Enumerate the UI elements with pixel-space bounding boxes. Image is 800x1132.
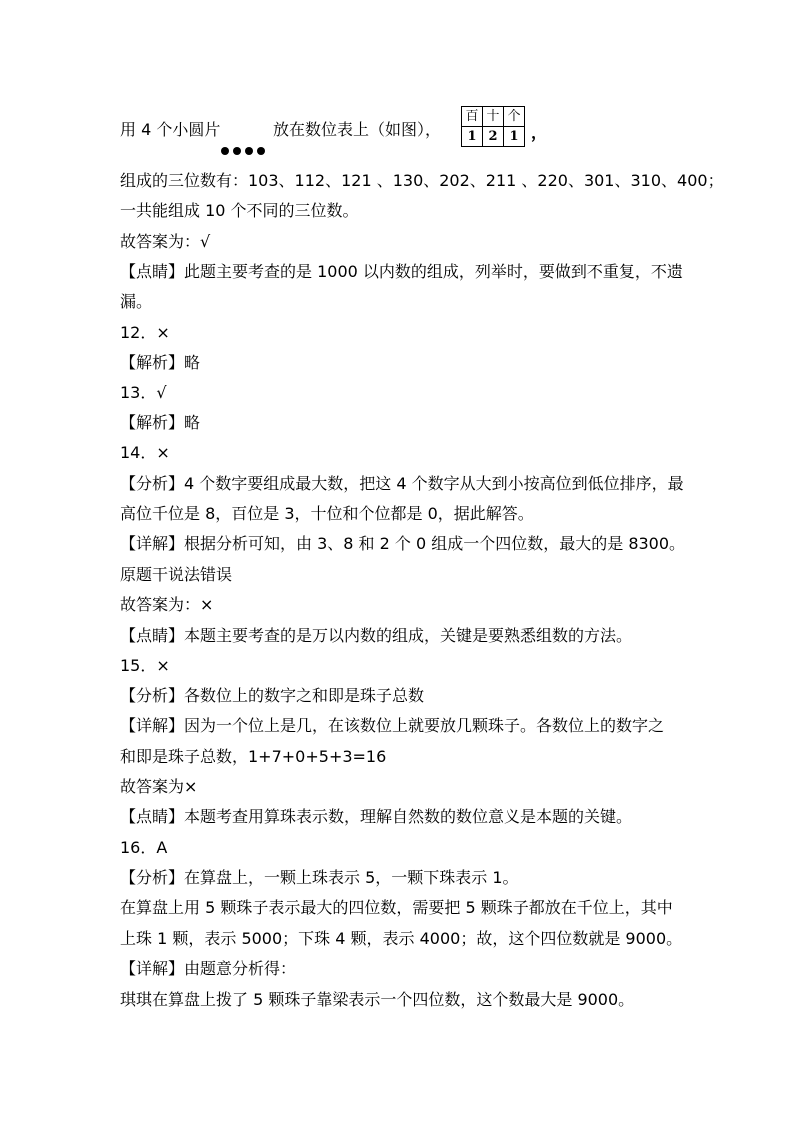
text-line: 15．× <box>120 656 170 675</box>
text-line: 【分析】4 个数字要组成最大数，把这 4 个数字从大到小按高位到低位排序，最 <box>120 474 684 493</box>
line-1a: 用 4 个小圆片 <box>120 120 221 139</box>
text-line: 12．× <box>120 323 170 342</box>
text-line: 【点睛】本题考查用算珠表示数，理解自然数的数位意义是本题的关键。 <box>120 807 633 826</box>
digit-tens: 2 <box>483 127 504 147</box>
text-line: 14．× <box>120 443 170 462</box>
dot <box>245 147 253 155</box>
text-line: 故答案为：× <box>120 595 214 614</box>
text-line: 【详解】因为一个位上是几，在该数位上就要放几颗珠子。各数位上的数字之 <box>120 716 665 735</box>
digit-ones: 1 <box>504 127 525 147</box>
text-line: 故答案为：√ <box>120 232 211 251</box>
line-1b: 放在数位表上（如图）， <box>273 120 442 139</box>
text-line: 【详解】根据分析可知，由 3、8 和 2 个 0 组成一个四位数，最大的是 8300。 <box>120 534 686 553</box>
text-line: 【点睛】此题主要考查的是 1000 以内数的组成，列举时，要做到不重复，不遗 <box>120 262 683 281</box>
counter-dots <box>221 140 269 154</box>
text-line: 上珠 1 颗，表示 5000；下珠 4 颗，表示 4000；故，这个四位数就是 9000。 <box>120 929 683 948</box>
text-line: 在算盘上用 5 颗珠子表示最大的四位数，需要把 5 颗珠子都放在千位上，其中 <box>120 898 673 917</box>
text-line: 组成的三位数有：103、112、121 、130、202、211 、220、301、310、400； <box>120 171 724 190</box>
digit-hundreds: 1 <box>462 127 483 147</box>
text-line: 琪琪在算盘上拨了 5 颗珠子靠梁表示一个四位数，这个数最大是 9000。 <box>120 990 635 1009</box>
dot <box>233 147 241 155</box>
header-hundreds: 百 <box>462 107 483 127</box>
text-line: 13．√ <box>120 383 167 402</box>
place-value-table <box>461 106 525 147</box>
text-line: 【分析】各数位上的数字之和即是珠子总数 <box>120 686 425 705</box>
header-ones: 个 <box>504 107 525 127</box>
text-line: 16．A <box>120 838 168 857</box>
text-line: 一共能组成 10 个不同的三位数。 <box>120 201 359 220</box>
text-line: 【详解】由题意分析得： <box>120 959 297 978</box>
dot <box>257 147 265 155</box>
dot <box>221 147 229 155</box>
comma: ， <box>531 123 548 142</box>
text-line: 【解析】略 <box>120 353 201 372</box>
header-tens: 十 <box>483 107 504 127</box>
text-line: 【解析】略 <box>120 413 201 432</box>
text-line: 原题干说法错误 <box>120 565 233 584</box>
text-line: 故答案为× <box>120 777 198 796</box>
text-line: 漏。 <box>120 292 153 311</box>
text-line: 高位千位是 8，百位是 3，十位和个位都是 0，据此解答。 <box>120 504 534 523</box>
text-line: 【分析】在算盘上，一颗上珠表示 5，一颗下珠表示 1。 <box>120 868 519 887</box>
text-line: 【点睛】本题主要考查的是万以内数的组成，关键是要熟悉组数的方法。 <box>120 626 633 645</box>
text-line: 和即是珠子总数，1+7+0+5+3=16 <box>120 747 387 766</box>
